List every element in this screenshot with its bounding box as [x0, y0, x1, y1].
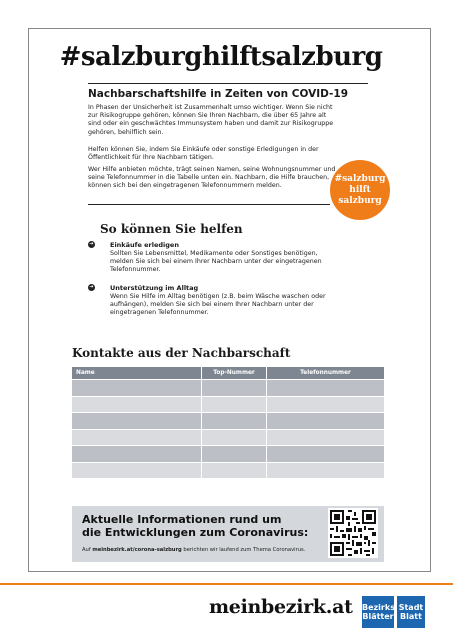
- arrow-right-icon: ➔: [89, 241, 94, 247]
- bezirksblaetter-logo: [362, 596, 394, 628]
- info-sub-prefix: Auf: [82, 547, 93, 553]
- table-cell[interactable]: [72, 380, 202, 396]
- help-item-text: Sollten Sie Lebensmittel, Medikamente oder Sonstiges benötigen, melden Sie sich bei einem Ihrer Nachbarn unter der eingetragenen Telefonnummer.: [110, 250, 322, 274]
- table-cell[interactable]: [267, 430, 384, 446]
- info-sub-suffix: berichten wir laufend zum Thema Coronavirus.: [181, 547, 306, 553]
- arrow-right-icon: ➔: [89, 284, 94, 290]
- table-cell[interactable]: [202, 380, 267, 396]
- badge-line: salzburg: [338, 195, 382, 206]
- intro-title: Nachbarschaftshilfe in Zeiten von COVID-19: [88, 88, 349, 100]
- help-title: So können Sie helfen: [100, 222, 243, 236]
- table-row[interactable]: [72, 396, 384, 413]
- table-cell[interactable]: [72, 463, 202, 479]
- contacts-title: Kontakte aus der Nachbarschaft: [72, 346, 291, 360]
- info-heading-line: Aktuelle Informationen rund um: [82, 513, 282, 526]
- table-cell[interactable]: [267, 413, 384, 429]
- table-cell[interactable]: [202, 413, 267, 429]
- info-link[interactable]: meinbezirk.at/corona-salzburg: [92, 547, 182, 553]
- column-header-top-number: Top-Nummer: [202, 367, 267, 379]
- table-cell[interactable]: [202, 446, 267, 462]
- logo-line: Stadt: [398, 603, 424, 612]
- salzburg-hilft-badge: [330, 160, 390, 220]
- brand-name: meinbezirk.at: [209, 596, 353, 618]
- table-cell[interactable]: [72, 397, 202, 413]
- contacts-table: [72, 367, 384, 478]
- intro-paragraph-1: In Phasen der Unsicherheit ist Zusammenhalt umso wichtiger. Wenn Sie nicht zur Risikogruppe gehören, können Sie Ihren Nachbarn, die über 65 Jahre alt sind oder ein geschwächtes Immunsystem haben und damit zur Risikogruppe gehören, behilflich sein.: [88, 104, 334, 136]
- info-heading: [82, 514, 308, 539]
- column-header-name: Name: [72, 367, 202, 379]
- badge-line: #salzburg: [334, 173, 386, 184]
- badge-line: hilft: [349, 184, 371, 195]
- table-row[interactable]: [72, 379, 384, 396]
- info-heading-line: die Entwicklungen zum Coronavirus:: [82, 525, 309, 539]
- intro-paragraph-3: Wer Hilfe anbieten möchte, trägt seinen Namen, seine Wohnungsnummer und seine Telefonnummer in die Tabelle unten ein. Nachbarn, die Hilfe brauchen, können sich bei den eingetragenen Telefonnummern melden.: [88, 166, 336, 190]
- table-row[interactable]: [72, 412, 384, 429]
- table-cell[interactable]: [72, 446, 202, 462]
- help-item-title: Einkäufe erledigen: [110, 241, 179, 249]
- qr-code-icon: [328, 508, 378, 558]
- table-cell[interactable]: [202, 397, 267, 413]
- hashtag-title: #salzburghilftsalzburg: [59, 42, 383, 72]
- table-cell[interactable]: [202, 463, 267, 479]
- table-row[interactable]: [72, 445, 384, 462]
- table-cell[interactable]: [202, 430, 267, 446]
- table-cell[interactable]: [267, 397, 384, 413]
- table-header: [72, 367, 384, 379]
- help-item-text: Wenn Sie Hilfe im Alltag benötigen (z.B. beim Wäsche waschen oder aufhängen), melden Sie sich bei einem Ihrer Nachbarn unter der eingetragenen Telefonnummer.: [110, 293, 326, 317]
- table-cell[interactable]: [267, 446, 384, 462]
- info-subtext: [82, 547, 305, 553]
- column-header-phone: Telefonnummer: [300, 370, 351, 376]
- table-row[interactable]: [72, 429, 384, 446]
- table-cell[interactable]: [72, 413, 202, 429]
- divider: [88, 83, 368, 84]
- table-row[interactable]: [72, 462, 384, 479]
- intro-paragraph-2: Helfen können Sie, indem Sie Einkäufe oder sonstige Erledigungen in der Öffentlichkeit für Ihre Nachbarn tätigen.: [88, 146, 319, 162]
- table-cell[interactable]: [267, 463, 384, 479]
- logo-line: Blätter: [362, 612, 394, 621]
- table-cell[interactable]: [72, 430, 202, 446]
- logo-line: Bezirks: [362, 603, 395, 612]
- table-body: [72, 379, 384, 478]
- logo-line: Blatt: [400, 612, 422, 621]
- stadtblatt-logo: [397, 596, 425, 628]
- table-cell[interactable]: [267, 380, 384, 396]
- divider: [88, 204, 330, 205]
- footer-accent-line: [0, 583, 453, 585]
- help-item-title: Unterstützung im Alltag: [110, 284, 199, 292]
